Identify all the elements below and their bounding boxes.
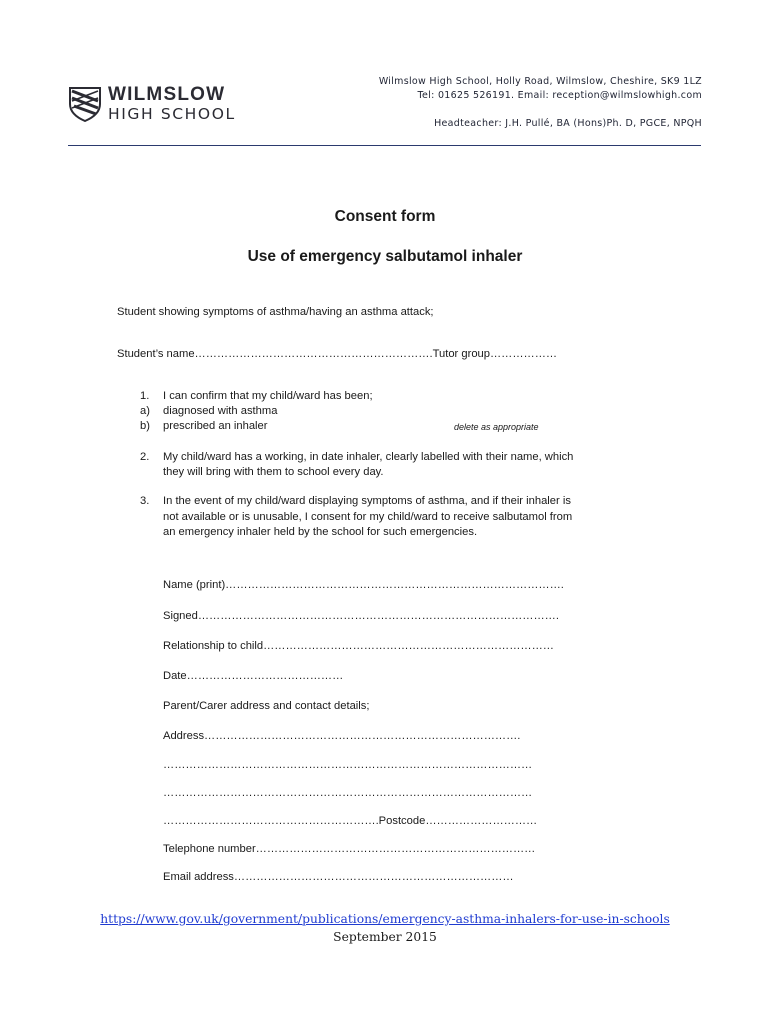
item-2-number: 2. — [140, 451, 150, 463]
item-3-number: 3. — [140, 495, 150, 507]
item-a-option[interactable]: diagnosed with asthma — [163, 405, 278, 417]
address-field-line2[interactable]: ……………………………………………………………………………………… — [163, 759, 533, 771]
header-divider — [68, 145, 701, 146]
item-b-option[interactable]: prescribed an inhaler — [163, 420, 268, 432]
item-1-text: I can confirm that my child/ward has been; — [163, 390, 373, 402]
date-field[interactable]: Date…………………………………… — [163, 670, 344, 682]
relationship-field[interactable]: Relationship to child…………………………………………………………………… — [163, 640, 554, 652]
intro-text: Student showing symptoms of asthma/having an asthma attack; — [117, 306, 434, 318]
item-2-text-line2: they will bring with them to school every day. — [163, 466, 384, 478]
item-2-text-line1: My child/ward has a working, in date inhaler, clearly labelled with their name, which — [163, 451, 574, 463]
footer-date: September 2015 — [333, 930, 437, 944]
item-a-letter: a) — [140, 405, 150, 417]
form-title: Consent form — [334, 208, 436, 225]
telephone-field[interactable]: Telephone number………………………………………………………………… — [163, 843, 536, 855]
item-1-number: 1. — [140, 390, 150, 402]
form-subtitle: Use of emergency salbutamol inhaler — [247, 248, 523, 265]
school-contact: Tel: 01625 526191. Email: reception@wilmslowhigh.com — [417, 90, 702, 101]
logo-name-line1: WILMSLOW — [108, 84, 226, 105]
logo-name-line2: HIGH SCHOOL — [108, 105, 236, 123]
address-field-line1[interactable]: Address…………………………………………………………………………. — [163, 730, 521, 742]
gov-uk-link[interactable]: https://www.gov.uk/government/publications/emergency-asthma-inhalers-for-use-in-schools — [100, 912, 670, 926]
student-name-tutor-field[interactable]: Student’s name……………………………………………………….Tutor group……………… — [117, 348, 558, 360]
postcode-field[interactable]: ………………………………………………….Postcode………………………… — [163, 815, 538, 827]
headteacher-line: Headteacher: J.H. Pullé, BA (Hons)Ph. D, PGCE, NPQH — [434, 118, 702, 129]
school-address: Wilmslow High School, Holly Road, Wilmslow, Cheshire, SK9 1LZ — [378, 76, 702, 87]
name-print-field[interactable]: Name (print)………………………………………………………………………………. — [163, 579, 564, 591]
address-field-line3[interactable]: ……………………………………………………………………………………… — [163, 787, 533, 799]
delete-as-appropriate-note: delete as appropriate — [454, 422, 539, 432]
item-3-text-line1: In the event of my child/ward displaying symptoms of asthma, and if their inhaler is — [163, 495, 571, 507]
item-b-letter: b) — [140, 420, 150, 432]
email-field[interactable]: Email address………………………………………………………………… — [163, 871, 514, 883]
signed-field[interactable]: Signed……………………………………………………………………………………. — [163, 610, 559, 622]
school-logo — [68, 84, 268, 124]
item-3-text-line3: an emergency inhaler held by the school for such emergencies. — [163, 526, 478, 538]
address-heading: Parent/Carer address and contact details; — [163, 700, 370, 712]
school-crest-icon — [68, 86, 102, 122]
item-3-text-line2: not available or is unusable, I consent for my child/ward to receive salbutamol from — [163, 511, 573, 523]
